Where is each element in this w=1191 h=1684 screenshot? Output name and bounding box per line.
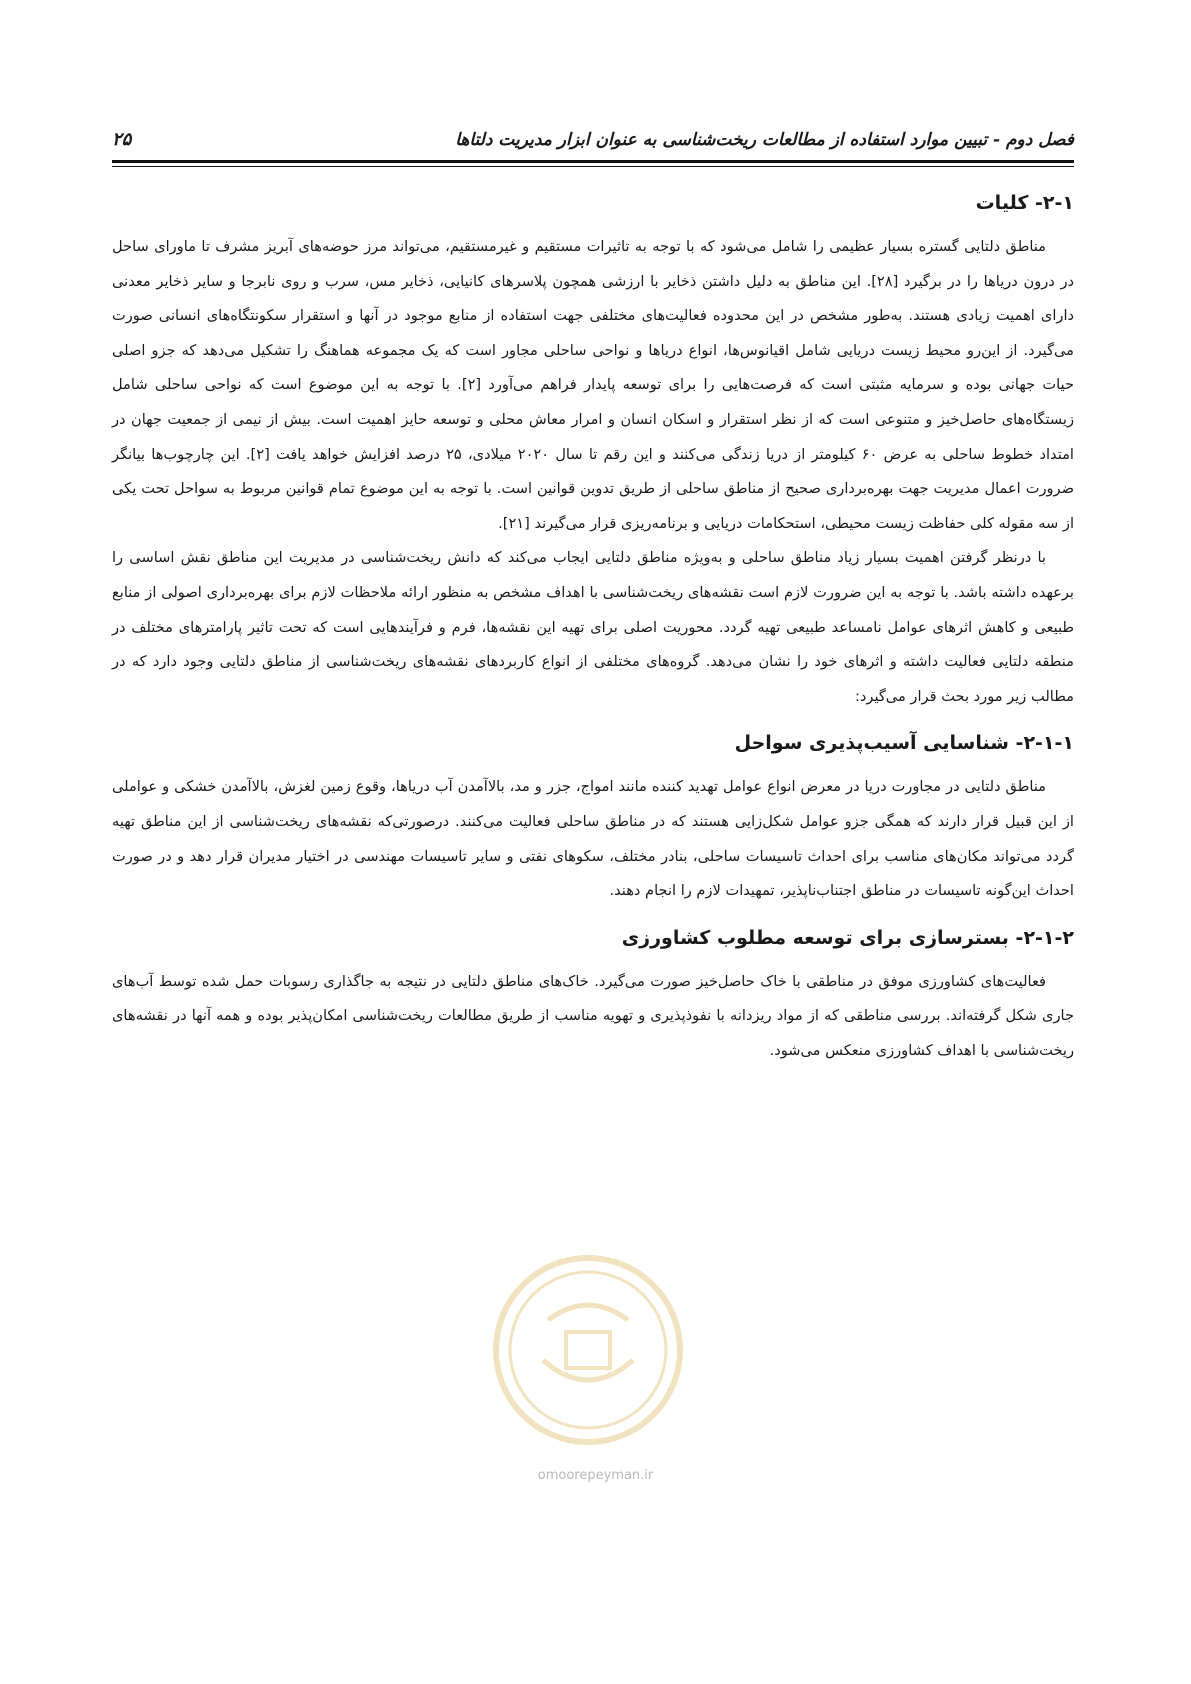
- section-title: کلیات: [975, 192, 1029, 214]
- paragraph: مناطق دلتایی گستره بسیار عظیمی را شامل می‌شود که با توجه به تاثیرات مستقیم و غیرمستقیم، می‌تواند مرز حوضه‌های آبریز مشرف تا ماورای ساحل در درون دریاها را در برگیرد [۲۸]. این مناطق به دلیل داشتن ذخایر با ارزشی همچون پلاسرهای کانیایی، ذخایر مس، سرب و روی نابرجا و سایر ذخایر معدنی دارای اهمیت زیادی هستند. به‌طور مشخص در این محدوده فعالیت‌های مختلفی جهت استفاده از منابع موجود در آنها و استقرار سکونتگاه‌های انسانی صورت می‌گیرد. از این‌رو محیط زیست دریایی شامل اقیانوس‌ها، انواع دریاها و نواحی ساحلی مجاور است که یک مجموعه هماهنگ را تشکیل می‌دهد که جزو اصلی حیات جهانی بوده و سرمایه مثبتی است که فرصت‌هایی را برای توسعه پایدار فراهم می‌آورد [۲]. با توجه به این موضوع است که نواحی ساحلی شامل زیستگاه‌های حاصل‌خیز و متنوعی است که از نظر استقرار و اسکان انسان و امرار معاش محلی و توسعه حایز اهمیت است. بیش از نیمی از جمعیت جهان در امتداد خطوط ساحلی به عرض ۶۰ کیلومتر از دریا زندگی می‌کنند و این رقم تا سال ۲۰۲۰ میلادی، ۲۵ درصد افزایش خواهد یافت [۲]. این چارچوب‌ها بیانگر ضرورت اعمال مدیریت جهت بهره‌برداری صحیح از مناطق ساحلی از طریق تدوین قوانین است. با توجه به این موضوع تمام قوانین مربوط به سواحل تحت یکی از سه مقوله کلی حفاظت زیست محیطی، استحکامات دریایی و برنامه‌ریزی قرار می‌گیرند [۲۱].: [112, 238, 1074, 532]
- paragraph: فعالیت‌های کشاورزی موفق در مناطقی با خاک حاصل‌خیز صورت می‌گیرد. خاک‌های مناطق دلتایی در نتیجه به جاگذاری رسوبات حمل شده توسط آب‌های جاری شکل گرفته‌اند. بررسی مناطقی که از مواد ریزدانه با نفوذپذیری و تهویه مناسب از طریق مطالعات ریخت‌شناسی امکان‌پذیر بوده و همه آنها در نقشه‌های ریخت‌شناسی با اهداف کشاورزی منعکس می‌شود.: [112, 972, 1074, 1059]
- running-header: [112, 128, 1074, 164]
- section-number: ۲-۱-: [1035, 192, 1074, 214]
- paragraph: با درنظر گرفتن اهمیت بسیار زیاد مناطق ساحلی و به‌ویژه مناطق دلتایی ایجاب می‌کند که دانش ریخت‌شناسی در مدیریت این مناطق نقش اساسی را برعهده داشته باشد. با توجه به این ضرورت لازم است نقشه‌های ریخت‌شناسی با اهداف مشخص به منظور ارائه ملاحظات لازم برای بهره‌برداری اصولی از منابع طبیعی و کاهش اثرهای عوامل نامساعد طبیعی تهیه گردد. محوریت اصلی برای تهیه این نقشه‌ها، فرم و فرآیندهایی است که تحت تاثیر پارامترهای مختلف در منطقه دلتایی فعالیت داشته و اثرهای خود را نشان می‌دهد. گروه‌های مختلفی از انواع کاربردهای نقشه‌های ریخت‌شناسی از مناطق دلتایی وجود دارد که در مطالب زیر مورد بحث قرار می‌گیرد:: [112, 549, 1074, 705]
- subsection-heading: [112, 730, 1074, 756]
- watermark-url: omoorepeyman.ir: [537, 1468, 654, 1483]
- subsection-heading: [112, 925, 1074, 951]
- section-title: شناسایی آسیب‌پذیری سواحل: [734, 732, 1009, 755]
- header-rule-thin: [112, 166, 1074, 167]
- section-heading: [112, 190, 1074, 216]
- header-rule: [112, 160, 1074, 163]
- page-body: [112, 190, 1074, 1068]
- running-header-title: فصل دوم - تبیین موارد استفاده از مطالعات ریخت‌شناسی به عنوان ابزار مدیریت دلتاها: [455, 130, 1074, 150]
- paragraph: مناطق دلتایی در مجاورت دریا در معرض انواع عوامل تهدید کننده مانند امواج، جزر و مد، بالاآمدن آب دریاها، وقوع زمین لغزش، بالاآمدن خشکی و عواملی از این قبیل قرار دارند که همگی جزو عوامل شکل‌زایی هستند که در مناطق ساحلی فعالیت می‌کنند. درصورتی‌که نقشه‌های ریخت‌شناسی از این مناطق تهیه گردد می‌تواند مکان‌های مناسب برای احداث تاسیسات ساحلی، بنادر مختلف، سکوهای نفتی و سایر تاسیسات مهندسی در اختیار مدیران قرار دهد و در صورت احداث این‌گونه تاسیسات در مناطق اجتناب‌ناپذیر، تمهیدات لازم را انجام دهند.: [112, 778, 1074, 900]
- page-number: ۲۵: [112, 129, 132, 150]
- watermark-logo-icon: [488, 1250, 688, 1450]
- section-number: ۲-۱-۲-: [1015, 926, 1074, 949]
- section-title: بسترسازی برای توسعه مطلوب کشاورزی: [621, 926, 1009, 949]
- section-number: ۲-۱-۱-: [1015, 732, 1074, 755]
